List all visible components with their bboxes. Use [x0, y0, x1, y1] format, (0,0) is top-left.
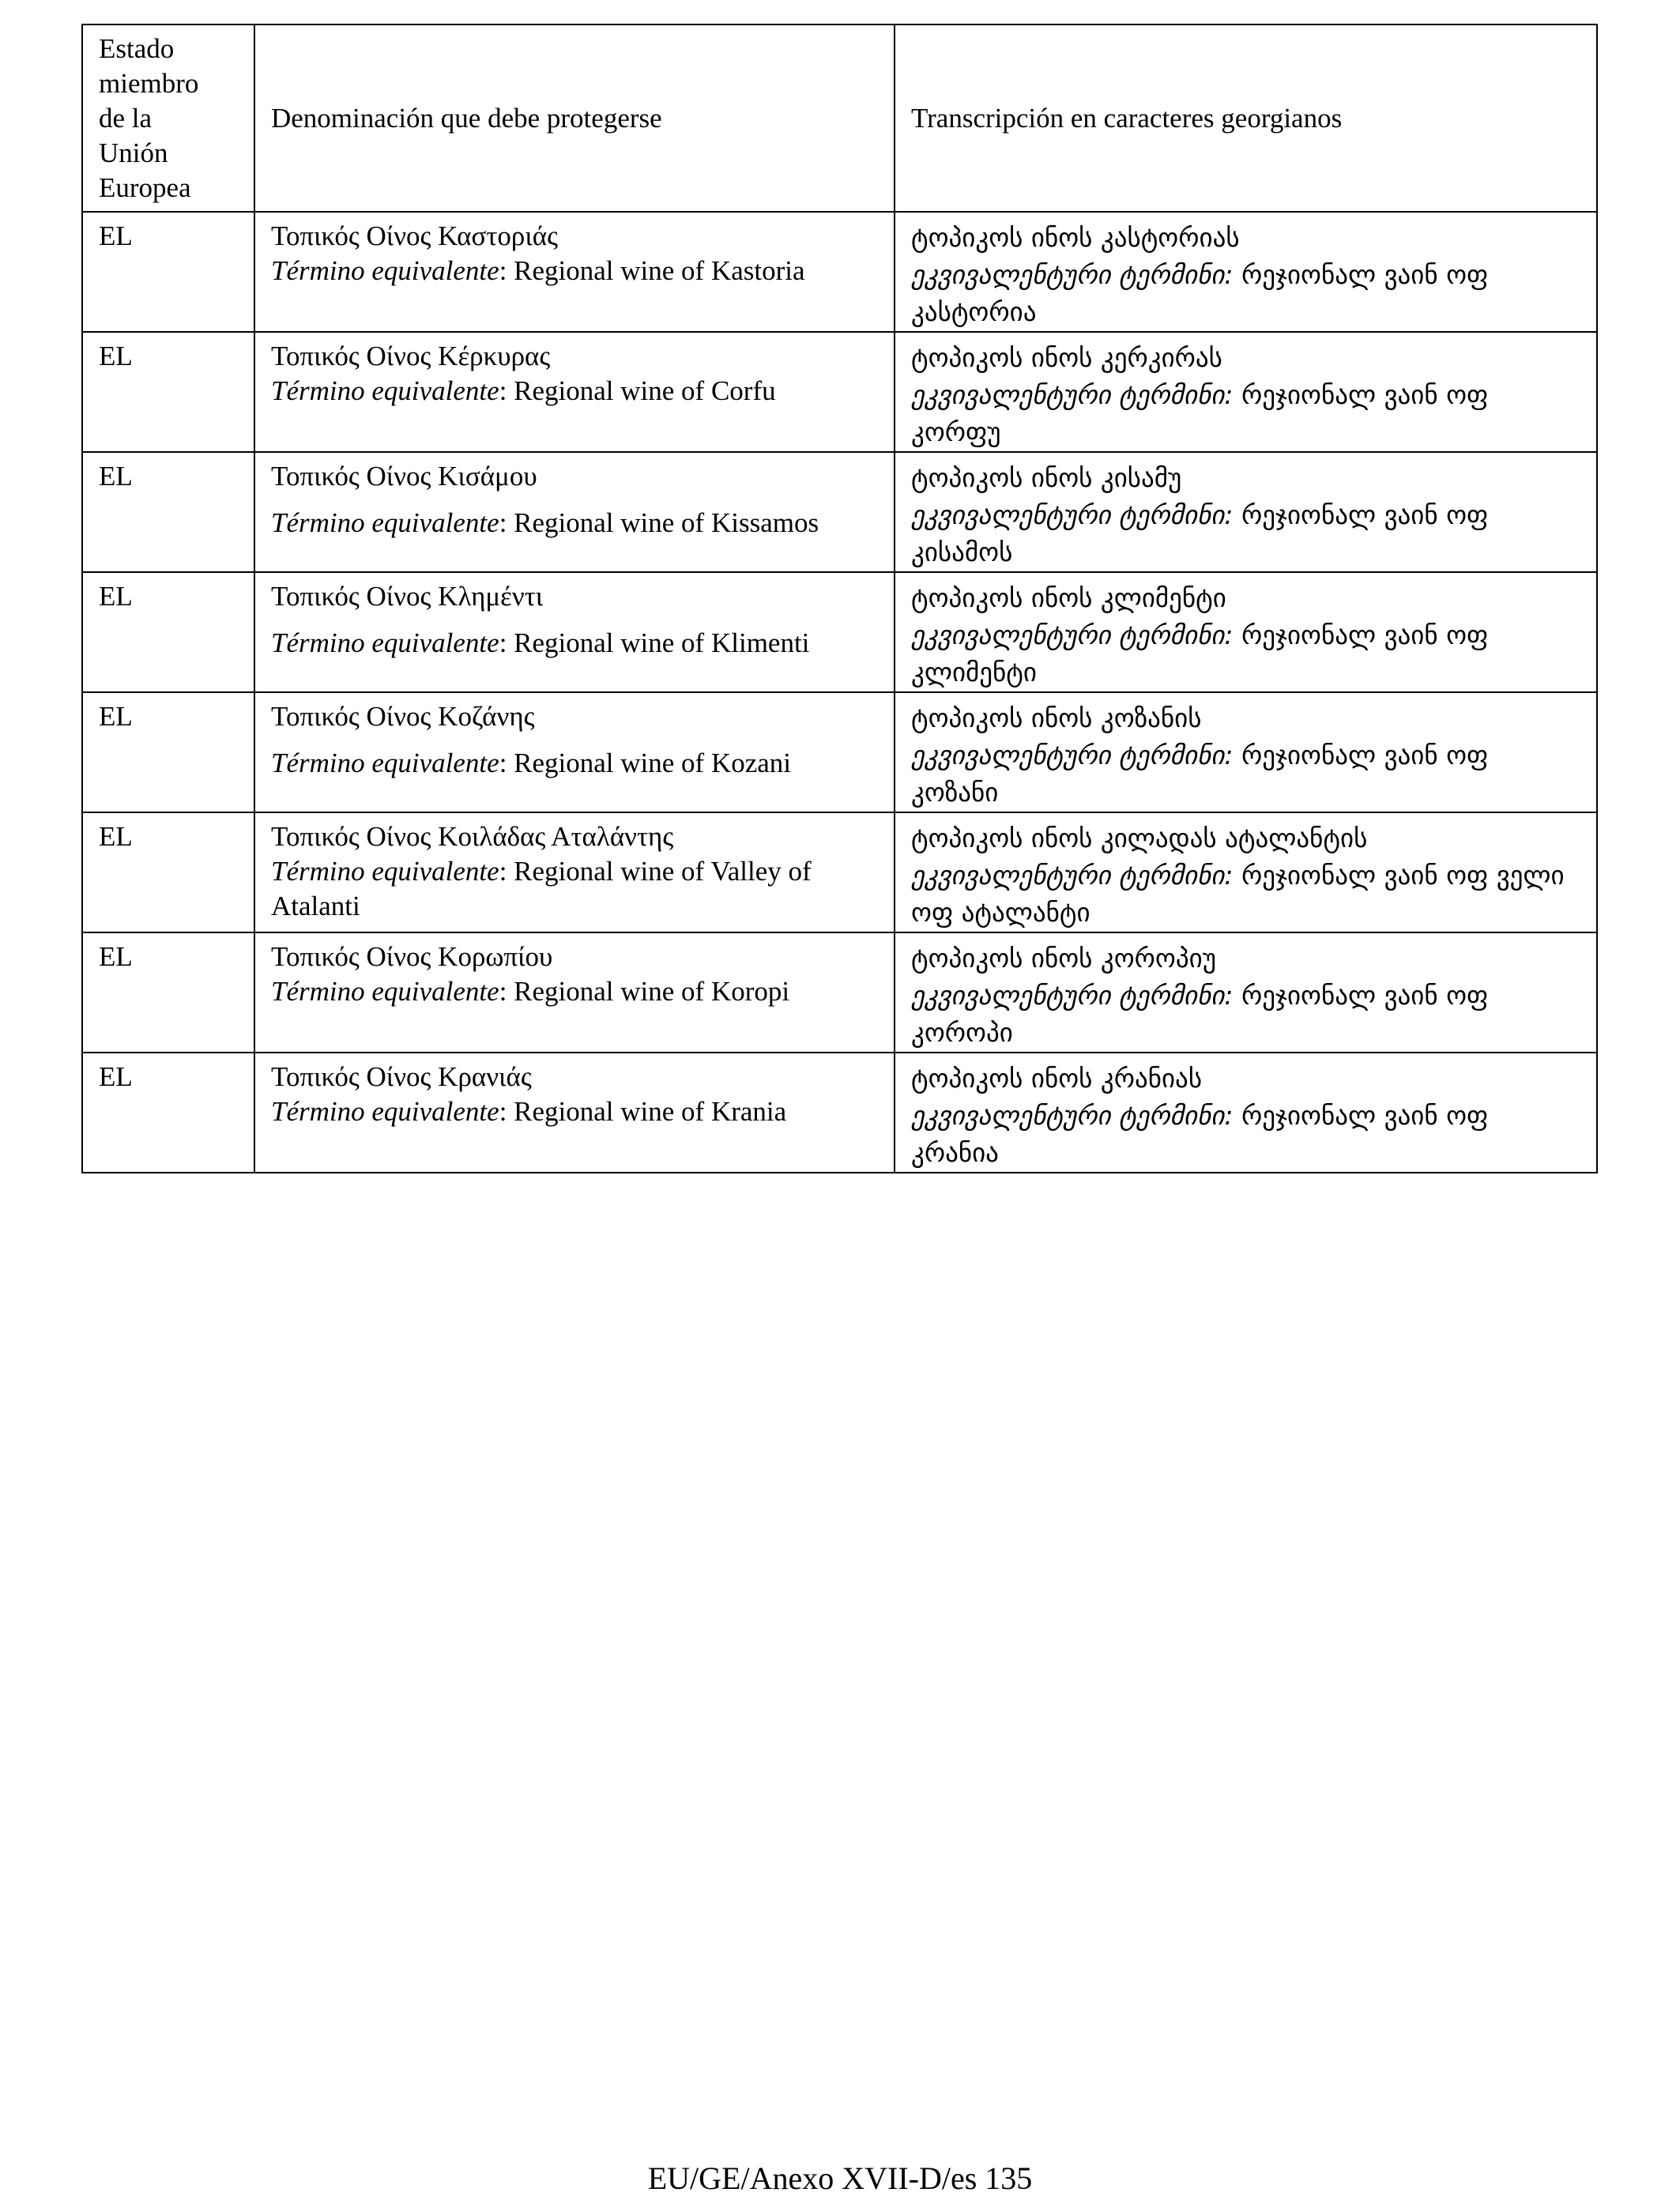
georgian-equivalent-label: ეკვივალენტური ტერმინი: — [911, 620, 1234, 650]
georgian-equivalent-label: ეკვივალენტური ტერმინი: — [911, 740, 1234, 770]
equivalent-term-label: Término equivalente — [271, 375, 499, 406]
georgian-name: ტოპიკოს ინოს კლიმენტი — [911, 582, 1226, 613]
georgian-equivalent-value: რეჯიონალ ვაინ ოფ კორფუ — [911, 379, 1489, 447]
cell-name — [254, 812, 895, 932]
georgian-equivalent-value: რეჯიონალ ვაინ ოფ კასტორია — [911, 259, 1489, 327]
header-member-state-line: Estado — [99, 33, 175, 64]
header-name-label: Denominación que debe protegerse — [271, 103, 662, 134]
cell-name — [254, 452, 895, 572]
header-member-state — [82, 24, 254, 212]
page-footer: EU/GE/Anexo XVII-D/es 135 — [647, 2160, 1033, 2196]
cell-name — [254, 692, 895, 812]
equivalent-term-label: Término equivalente — [271, 627, 499, 658]
cell-name — [254, 332, 895, 452]
greek-name: Τοπικός Οίνος Καστοριάς — [271, 220, 558, 251]
greek-name: Τοπικός Οίνος Κοιλάδας Αταλάντης — [271, 821, 674, 852]
cell-name — [254, 1053, 895, 1173]
header-member-state-line: Europea — [99, 172, 191, 203]
header-transcription-label: Transcripción en caracteres georgianos — [911, 103, 1343, 134]
cell-name — [254, 572, 895, 692]
member-state-code: EL — [99, 220, 133, 251]
equivalent-term-line — [271, 626, 878, 661]
cell-name — [254, 932, 895, 1053]
equivalent-term-line — [271, 374, 878, 409]
greek-name: Τοπικός Οίνος Κορωπίου — [271, 941, 553, 972]
member-state-code: EL — [99, 941, 133, 972]
greek-name: Τοπικός Οίνος Κοζάνης — [271, 701, 535, 732]
equivalent-term-line — [271, 854, 878, 924]
table-row — [82, 452, 1597, 572]
equivalent-term-label: Término equivalente — [271, 748, 499, 778]
georgian-name: ტოპიკოს ინოს კისამუ — [911, 462, 1182, 493]
cell-transcription — [895, 452, 1597, 572]
georgian-equivalent-label: ეკვივალენტური ტერმინი: — [911, 259, 1234, 290]
table-row — [82, 1053, 1597, 1173]
equivalent-term-value: : Regional wine of Corfu — [499, 375, 776, 406]
georgian-equivalent-label: ეკვივალენტური ტერმინი: — [911, 499, 1234, 530]
equivalent-term-value: : Regional wine of Kissamos — [499, 507, 819, 538]
georgian-name: ტოპიკოს ინოს კერკირას — [911, 342, 1222, 373]
cell-member-state — [82, 212, 254, 332]
georgian-equivalent-label: ეკვივალენტური ტერმინი: — [911, 980, 1234, 1011]
equivalent-term-value: : Regional wine of Klimenti — [499, 627, 810, 658]
header-transcription — [895, 24, 1597, 212]
member-state-code: EL — [99, 821, 133, 852]
equivalent-term-value: : Regional wine of Krania — [499, 1096, 787, 1127]
greek-name: Τοπικός Οίνος Κέρκυρας — [271, 341, 551, 371]
denominations-table — [81, 24, 1598, 1173]
header-name — [254, 24, 895, 212]
table-row — [82, 812, 1597, 932]
equivalent-term-line — [271, 254, 878, 288]
greek-name: Τοπικός Οίνος Κλημέντι — [271, 581, 544, 612]
equivalent-term-label: Término equivalente — [271, 1096, 499, 1127]
table-row — [82, 572, 1597, 692]
equivalent-term-line — [271, 1094, 878, 1129]
cell-transcription — [895, 1053, 1597, 1173]
header-member-state-line: miembro — [99, 68, 199, 99]
georgian-equivalent-value: რეჯიონალ ვაინ ოფ კოროპი — [911, 980, 1489, 1048]
table-row — [82, 332, 1597, 452]
greek-name: Τοπικός Οίνος Κισάμου — [271, 461, 537, 492]
equivalent-term-label: Término equivalente — [271, 255, 499, 286]
cell-transcription — [895, 692, 1597, 812]
cell-transcription — [895, 332, 1597, 452]
greek-name: Τοπικός Οίνος Κρανιάς — [271, 1061, 532, 1092]
member-state-code: EL — [99, 1061, 133, 1092]
equivalent-term-line — [271, 974, 878, 1009]
cell-transcription — [895, 812, 1597, 932]
georgian-equivalent-label: ეკვივალენტური ტერმინი: — [911, 1100, 1234, 1131]
cell-transcription — [895, 212, 1597, 332]
georgian-equivalent-value: რეჯიონალ ვაინ ოფ კოზანი — [911, 740, 1489, 808]
member-state-code: EL — [99, 341, 133, 371]
table-row — [82, 692, 1597, 812]
equivalent-term-value: : Regional wine of Kastoria — [499, 255, 805, 286]
cell-member-state — [82, 812, 254, 932]
member-state-code: EL — [99, 701, 133, 732]
cell-name — [254, 212, 895, 332]
cell-member-state — [82, 1053, 254, 1173]
georgian-name: ტოპიკოს ინოს კოზანის — [911, 702, 1202, 733]
georgian-equivalent-value: რეჯიონალ ვაინ ოფ კრანია — [911, 1100, 1489, 1168]
georgian-equivalent-value: რეჯიონალ ვაინ ოფ კლიმენტი — [911, 620, 1489, 687]
equivalent-term-value: : Regional wine of Koropi — [499, 976, 790, 1007]
georgian-name: ტოპიკოს ინოს კოროპიუ — [911, 943, 1216, 974]
header-member-state-line: de la — [99, 103, 153, 134]
table-header-row — [82, 24, 1597, 212]
cell-member-state — [82, 932, 254, 1053]
header-member-state-line: Unión — [99, 137, 168, 168]
table-row — [82, 212, 1597, 332]
cell-transcription — [895, 572, 1597, 692]
member-state-code: EL — [99, 461, 133, 492]
georgian-name: ტოპიკოს ინოს კრანიას — [911, 1063, 1203, 1094]
georgian-equivalent-value: რეჯიონალ ვაინ ოფ ველი ოფ ატალანტი — [911, 860, 1565, 928]
equivalent-term-label: Término equivalente — [271, 856, 499, 887]
georgian-equivalent-label: ეკვივალენტური ტერმინი: — [911, 860, 1234, 891]
cell-transcription — [895, 932, 1597, 1053]
equivalent-term-value: : Regional wine of Valley of Atalanti — [271, 856, 812, 921]
cell-member-state — [82, 572, 254, 692]
georgian-equivalent-label: ეკვივალენტური ტერმინი: — [911, 379, 1234, 410]
equivalent-term-value: : Regional wine of Kozani — [499, 748, 792, 778]
equivalent-term-line — [271, 746, 878, 781]
member-state-code: EL — [99, 581, 133, 612]
table-row — [82, 932, 1597, 1053]
equivalent-term-label: Término equivalente — [271, 976, 499, 1007]
equivalent-term-label: Término equivalente — [271, 507, 499, 538]
equivalent-term-line — [271, 506, 878, 541]
cell-member-state — [82, 332, 254, 452]
georgian-name: ტოპიკოს ინოს კილადას ატალანტის — [911, 823, 1368, 853]
georgian-equivalent-value: რეჯიონალ ვაინ ოფ კისამოს — [911, 499, 1489, 567]
cell-member-state — [82, 692, 254, 812]
cell-member-state — [82, 452, 254, 572]
georgian-name: ტოპიკოს ინოს კასტორიას — [911, 222, 1240, 253]
